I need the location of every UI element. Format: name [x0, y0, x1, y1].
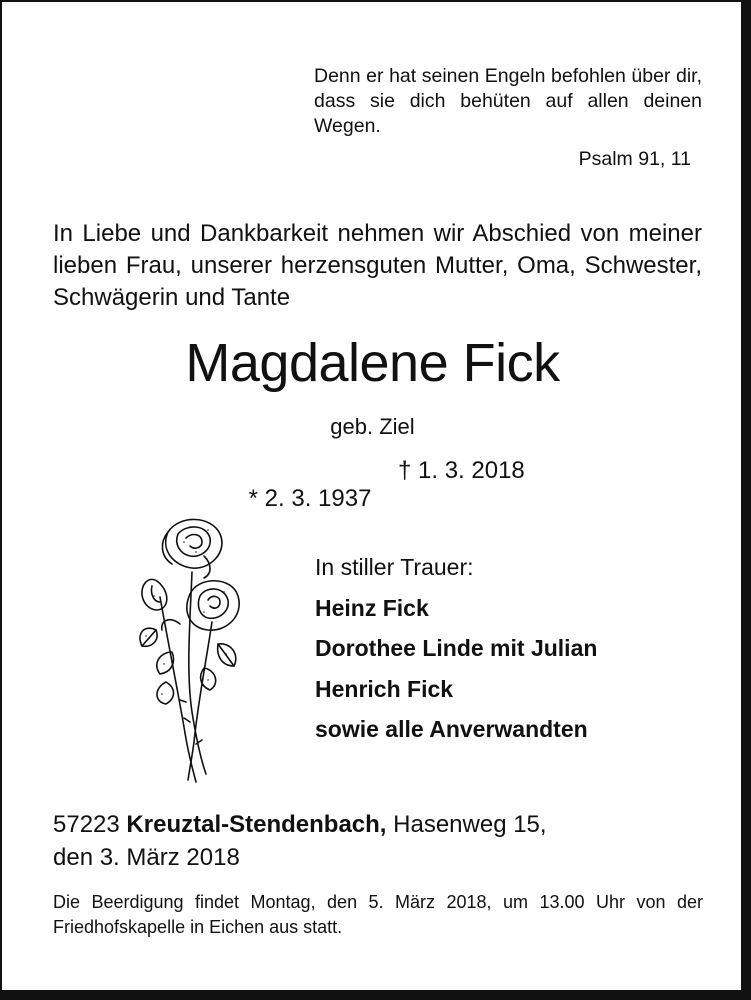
birth-date: * 2. 3. 1937 [248, 485, 372, 512]
death-date: † 1. 3. 2018 [398, 457, 525, 484]
mourner-name: Heinz Fick [315, 594, 429, 621]
address-line [53, 808, 713, 841]
mourner-name: Dorothee Linde mit Julian [315, 635, 598, 661]
verse-reference: Psalm 91, 11 [578, 148, 691, 170]
birth-name: geb. Ziel [330, 414, 415, 439]
mourners-block [315, 547, 597, 750]
mourning-heading: In stiller Trauer: [315, 554, 474, 580]
mourner-name: sowie alle Anverwandten [315, 716, 588, 742]
town: Kreuztal-Stendenbach, [126, 811, 387, 838]
postcode: 57223 [53, 811, 120, 838]
date-line: den 3. März 2018 [53, 844, 240, 871]
rose-bouquet-icon [120, 512, 250, 787]
funeral-info: Die Beerdigung findet Montag, den 5. März 2018, um 13.00 Uhr von der Friedhofskapelle in Eichen aus statt. [53, 892, 703, 937]
intro-text: In Liebe und Dankbarkeit nehmen wir Abschied von meiner lieben Frau, unserer herzensguten Mutter, Oma, Schwester, Schwägerin und Tante [53, 220, 702, 311]
bible-verse: Denn er hat seinen Engeln befohlen über dir, dass sie dich behüten auf allen deinen Wegen. [314, 65, 702, 137]
street: Hasenweg 15, [393, 811, 547, 838]
deceased-name: Magdalene Fick [185, 333, 560, 393]
address-block [53, 808, 713, 874]
mourner-name: Henrich Fick [315, 675, 454, 702]
